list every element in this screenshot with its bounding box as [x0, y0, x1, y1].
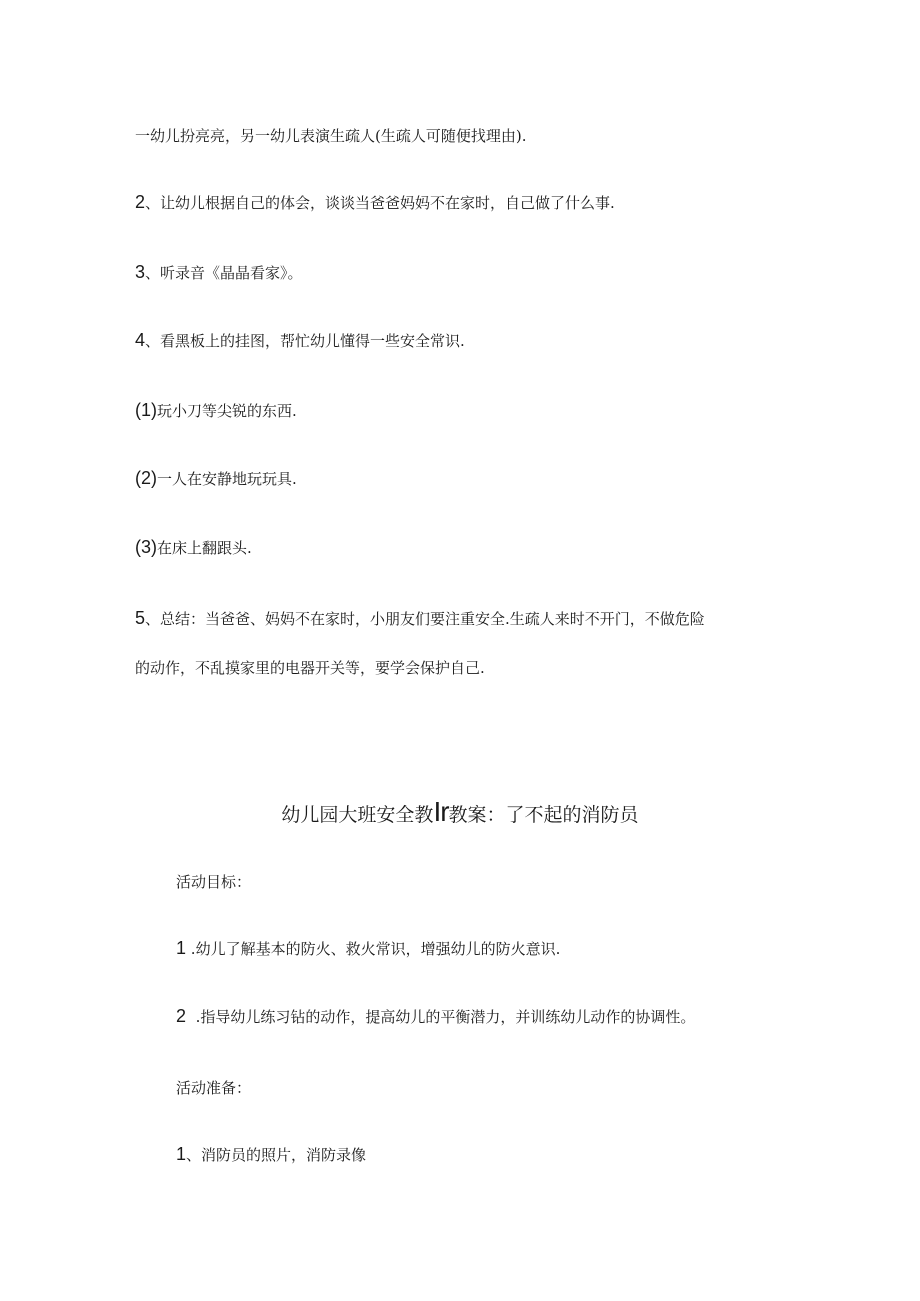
- step-4-number: 4: [135, 330, 146, 350]
- prep-heading-text: 活动准备：: [176, 1079, 252, 1097]
- paragraph-intro: [135, 126, 526, 146]
- step-5-continuation-text: 的动作，不乱摸家里的电器开关等，要学会保护自己.: [135, 659, 485, 677]
- step-2: [135, 192, 615, 213]
- step-2-number: 2: [135, 192, 146, 212]
- step-3: [135, 262, 303, 283]
- paragraph-intro-text: 一幼儿扮亮亮，另一幼儿表演生疏人(生疏人可随便找理由).: [135, 127, 527, 145]
- sub-item-3: [135, 537, 252, 558]
- step-3-number: 3: [135, 262, 146, 282]
- step-4-text: 、看黑板上的挂图，帮忙幼儿懂得一些安全常识.: [145, 332, 465, 350]
- goal-1: [176, 938, 560, 959]
- sub-item-3-number: (3): [135, 537, 157, 557]
- prep-heading: [176, 1078, 251, 1098]
- goals-heading-text: 活动目标：: [176, 873, 252, 891]
- goal-2: [176, 1006, 695, 1027]
- lesson-title-part-2: 教案：了不起的消防员: [448, 804, 639, 826]
- lesson-title-part-1: 幼儿园大班安全教: [281, 804, 434, 826]
- prep-item-1: [176, 1144, 366, 1165]
- sub-item-1-text: 玩小刀等尖锐的东西.: [157, 402, 297, 420]
- sub-item-3-text: 在床上翻跟头.: [157, 539, 252, 557]
- goal-1-number: 1: [176, 938, 187, 958]
- lesson-title: [0, 798, 920, 829]
- sub-item-2-number: (2): [135, 468, 157, 488]
- sub-item-2-text: 一人在安静地玩玩具.: [157, 470, 297, 488]
- lesson-title-glitch: Ir: [433, 796, 449, 827]
- sub-item-2: [135, 468, 297, 489]
- prep-item-1-number: 1: [176, 1144, 187, 1164]
- goal-2-number: 2: [176, 1006, 187, 1026]
- step-5-continuation: [135, 658, 485, 678]
- step-3-text: 、听录音《晶晶看家》。: [145, 264, 303, 282]
- goals-heading: [176, 872, 251, 892]
- step-2-text: 、让幼儿根据自己的体会，谈谈当爸爸妈妈不在家时，自己做了什么事.: [145, 194, 615, 212]
- step-5-number: 5: [135, 608, 146, 628]
- step-5: [135, 608, 705, 629]
- prep-item-1-text: 、消防员的照片，消防录像: [186, 1146, 367, 1164]
- goal-1-text: .幼儿了解基本的防火、救火常识，增强幼儿的防火意识.: [190, 940, 561, 958]
- step-5-text: 、总结：当爸爸、妈妈不在家时，小朋友们要注重安全.生疏人来时不开门，不做危险: [145, 610, 705, 628]
- goal-2-text: .指导幼儿练习钻的动作，提高幼儿的平衡潜力，并训练幼儿动作的协调性。: [195, 1008, 696, 1026]
- step-4: [135, 330, 465, 351]
- sub-item-1: [135, 400, 297, 421]
- sub-item-1-number: (1): [135, 400, 157, 420]
